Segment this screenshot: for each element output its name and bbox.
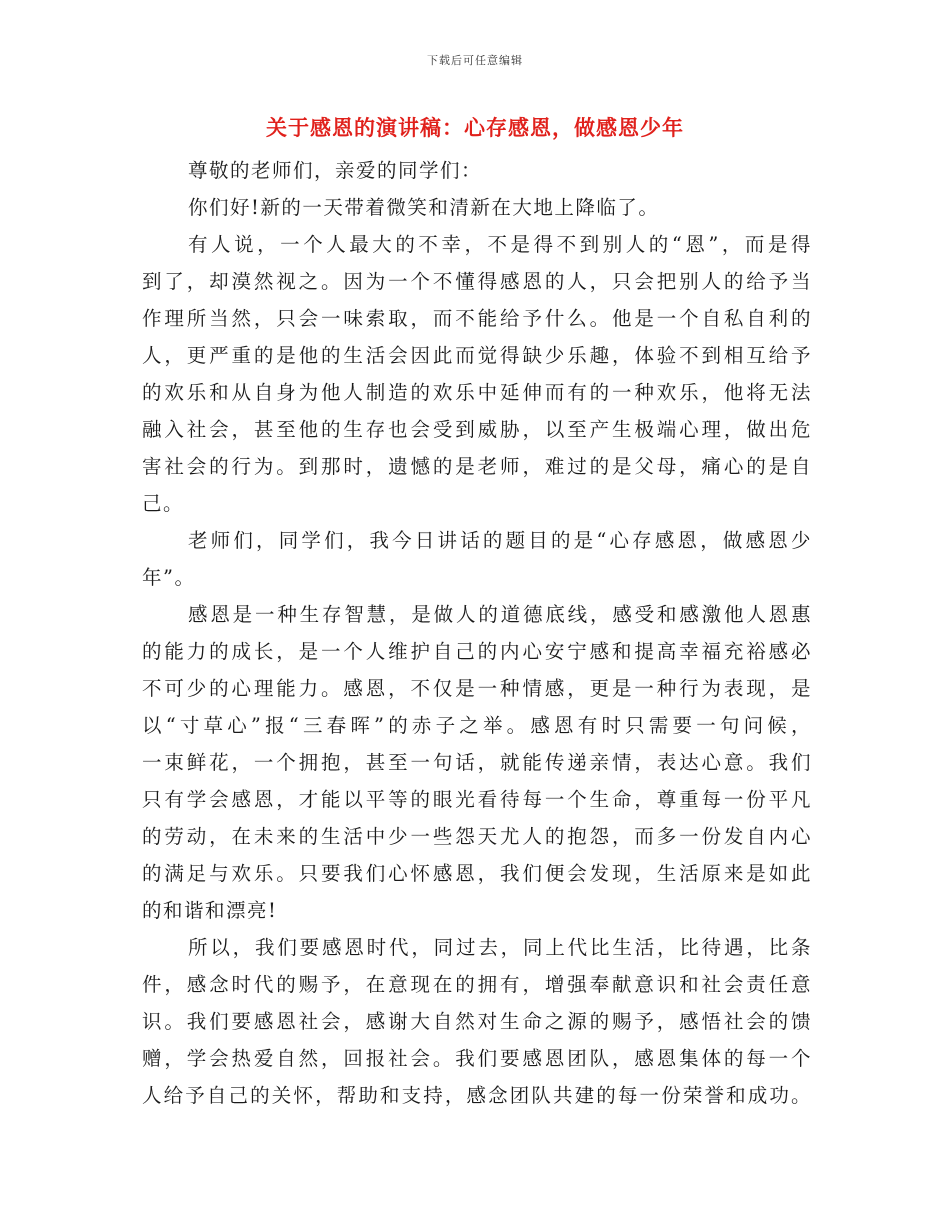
paragraph-line: 的欢乐和从自身为他人制造的欢乐中延伸而有的一种欢乐，他将无法 xyxy=(142,381,812,404)
paragraph-line: 的和谐和漂亮! xyxy=(142,899,278,922)
paragraph-line: 一束鲜花，一个拥抱，甚至一句话，就能传递亲情，表达心意。我们 xyxy=(142,751,812,774)
paragraph-line: 的能力的成长，是一个人维护自己的内心安宁感和提高幸福充裕感必 xyxy=(142,640,812,663)
paragraph-line: 所以，我们要感恩时代，同过去，同上代比生活，比待遇，比条 xyxy=(188,936,812,959)
paragraph-line: 不可少的心理能力。感恩，不仅是一种情感，更是一种行为表现，是 xyxy=(142,677,812,700)
paragraph-line: 只有学会感恩，才能以平等的眼光看待每一个生命，尊重每一份平凡 xyxy=(142,788,812,811)
salutation-line: 尊敬的老师们，亲爱的同学们： xyxy=(188,159,483,182)
paragraph-line: 到了，却漠然视之。因为一个不懂得感恩的人，只会把别人的给予当 xyxy=(142,270,812,293)
paragraph-line: 的满足与欢乐。只要我们心怀感恩，我们便会发现，生活原来是如此 xyxy=(142,862,812,885)
paragraph-line: 老师们，同学们，我今日讲话的题目的是“心存感恩，做感恩少 xyxy=(188,529,812,552)
paragraph-line: 作理所当然，只会一味索取，而不能给予什么。他是一个自私自利的 xyxy=(142,307,812,330)
paragraph-line: 赠，学会热爱自然，回报社会。我们要感恩团队，感恩集体的每一个 xyxy=(142,1047,812,1070)
paragraph-line: 有人说，一个人最大的不幸，不是得不到别人的“恩”，而是得 xyxy=(188,233,812,256)
paragraph-line: 的劳动，在未来的生活中少一些怨天尤人的抱怨，而多一份发自内心 xyxy=(142,825,812,848)
paragraph-line: 人，更严重的是他的生活会因此而觉得缺少乐趣，体验不到相互给予 xyxy=(142,344,812,367)
paragraph-line: 融入社会，甚至他的生存也会受到威胁，以至产生极端心理，做出危 xyxy=(142,418,812,441)
paragraph-line: 己。 xyxy=(142,492,185,515)
paragraph-line: 识。我们要感恩社会，感谢大自然对生命之源的赐予，感悟社会的馈 xyxy=(142,1010,812,1033)
paragraph-line: 以“寸草心”报“三春晖”的赤子之举。感恩有时只需要一句问候， xyxy=(142,714,812,737)
paragraph-line: 人给予自己的关怀，帮助和支持，感念团队共建的每一份荣誉和成功。 xyxy=(142,1084,812,1107)
speech-body xyxy=(142,152,812,1114)
paragraph-line: 件，感念时代的赐予，在意现在的拥有，增强奉献意识和社会责任意 xyxy=(142,973,812,996)
greeting-line: 你们好!新的一天带着微笑和清新在大地上降临了。 xyxy=(188,196,660,219)
document-title: 关于感恩的演讲稿：心存感恩，做感恩少年 xyxy=(266,115,684,140)
header-note: 下载后可任意编辑 xyxy=(427,54,523,67)
paragraph-line: 害社会的行为。到那时，遗憾的是老师，难过的是父母，痛心的是自 xyxy=(142,455,812,478)
paragraph-line: 年”。 xyxy=(142,566,196,589)
paragraph-line: 感恩是一种生存智慧，是做人的道德底线，感受和感激他人恩惠 xyxy=(188,603,812,626)
